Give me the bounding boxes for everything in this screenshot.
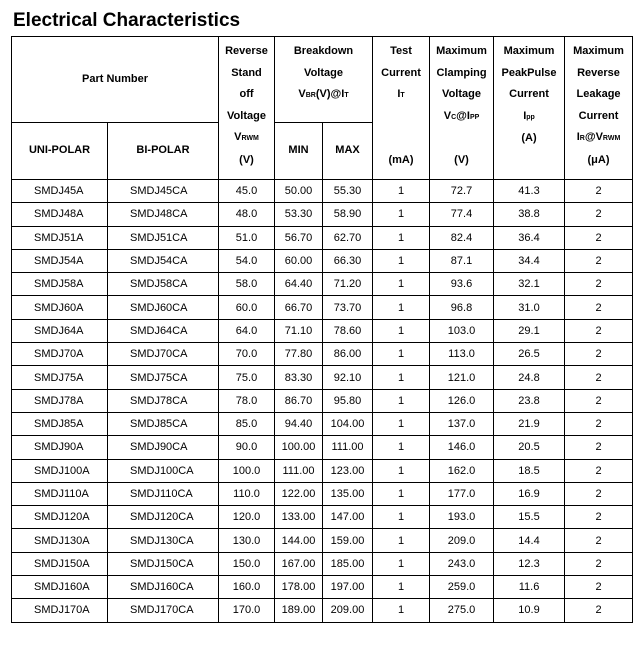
test-current-cell: 1 [373,459,430,482]
page-title: Electrical Characteristics [13,10,241,31]
uni-polar-cell: SMDJ54A [12,249,108,272]
peak-pulse-current-cell: 21.9 [494,412,565,435]
test-current-cell: 1 [373,506,430,529]
table-row [12,343,633,366]
test-current-cell: 1 [373,249,430,272]
clamping-voltage-cell: 243.0 [430,552,494,575]
leakage-current-cell: 2 [565,203,633,226]
electrical-characteristics-table [11,36,633,623]
vrwm-cell: 78.0 [219,389,275,412]
vbr-max-cell: 73.70 [323,296,373,319]
leakage-current-cell: 2 [565,180,633,203]
test-current-cell: 1 [373,482,430,505]
bi-polar-cell: SMDJ78CA [108,389,219,412]
clamping-voltage-cell: 87.1 [430,249,494,272]
leakage-current-cell: 2 [565,412,633,435]
peak-pulse-current-cell: 29.1 [494,319,565,342]
clamping-voltage-cell: 113.0 [430,343,494,366]
vbr-min-cell: 94.40 [275,412,323,435]
clamping-voltage-cell: 137.0 [430,412,494,435]
leakage-current-cell: 2 [565,296,633,319]
test-current-cell: 1 [373,319,430,342]
bi-polar-cell: SMDJ130CA [108,529,219,552]
vbr-max-cell: 66.30 [323,249,373,272]
uni-polar-cell: SMDJ120A [12,506,108,529]
bi-polar-cell: SMDJ45CA [108,180,219,203]
vrwm-header: Reverse Stand off Voltage VRWM (V) [219,37,275,180]
test-current-cell: 1 [373,296,430,319]
bi-polar-header: BI-POLAR [108,123,219,180]
vbr-min-cell: 144.00 [275,529,323,552]
vbr-min-cell: 122.00 [275,482,323,505]
test-current-cell: 1 [373,389,430,412]
peak-pulse-current-cell: 10.9 [494,599,565,622]
vbr-min-cell: 53.30 [275,203,323,226]
vrwm-cell: 51.0 [219,226,275,249]
leakage-current-cell: 2 [565,366,633,389]
test-current-cell: 1 [373,552,430,575]
peak-pulse-current-cell: 16.9 [494,482,565,505]
table-row [12,482,633,505]
clamping-voltage-cell: 209.0 [430,529,494,552]
vbr-max-cell: 92.10 [323,366,373,389]
uni-polar-cell: SMDJ85A [12,412,108,435]
uni-polar-cell: SMDJ70A [12,343,108,366]
vbr-min-cell: 86.70 [275,389,323,412]
vbr-min-cell: 64.40 [275,273,323,296]
clamping-voltage-cell: 146.0 [430,436,494,459]
vrwm-cell: 75.0 [219,366,275,389]
leakage-current-cell: 2 [565,599,633,622]
clamping-voltage-cell: 96.8 [430,296,494,319]
peak-pulse-current-cell: 24.8 [494,366,565,389]
vbr-max-cell: 71.20 [323,273,373,296]
min-header: MIN [275,123,323,180]
table-row [12,599,633,622]
test-current-cell: 1 [373,366,430,389]
vbr-min-cell: 178.00 [275,576,323,599]
leakage-current-cell: 2 [565,319,633,342]
vbr-min-cell: 111.00 [275,459,323,482]
leakage-current-cell: 2 [565,529,633,552]
vbr-min-cell: 71.10 [275,319,323,342]
table-row [12,319,633,342]
uni-polar-cell: SMDJ170A [12,599,108,622]
vbr-max-cell: 111.00 [323,436,373,459]
vbr-max-cell: 62.70 [323,226,373,249]
peak-pulse-current-cell: 32.1 [494,273,565,296]
clamping-voltage-cell: 72.7 [430,180,494,203]
vrwm-cell: 130.0 [219,529,275,552]
peak-pulse-current-cell: 12.3 [494,552,565,575]
vbr-min-cell: 167.00 [275,552,323,575]
leakage-current-cell: 2 [565,459,633,482]
vbr-max-cell: 123.00 [323,459,373,482]
uni-polar-cell: SMDJ75A [12,366,108,389]
clamping-voltage-cell: 82.4 [430,226,494,249]
vrwm-cell: 170.0 [219,599,275,622]
vbr-min-cell: 50.00 [275,180,323,203]
peak-pulse-current-cell: 26.5 [494,343,565,366]
bi-polar-cell: SMDJ75CA [108,366,219,389]
bi-polar-cell: SMDJ160CA [108,576,219,599]
vbr-min-cell: 189.00 [275,599,323,622]
bi-polar-cell: SMDJ120CA [108,506,219,529]
vbr-max-cell: 58.90 [323,203,373,226]
peak-pulse-current-cell: 15.5 [494,506,565,529]
clamping-voltage-cell: 275.0 [430,599,494,622]
table-row [12,529,633,552]
vbr-min-cell: 66.70 [275,296,323,319]
bi-polar-cell: SMDJ48CA [108,203,219,226]
vrwm-cell: 54.0 [219,249,275,272]
part-number-header: Part Number [12,37,219,123]
vrwm-cell: 45.0 [219,180,275,203]
clamping-voltage-header: Maximum Clamping Voltage VC@IPP (V) [430,37,494,180]
vbr-min-cell: 60.00 [275,249,323,272]
vrwm-cell: 160.0 [219,576,275,599]
vrwm-cell: 58.0 [219,273,275,296]
vbr-max-cell: 209.00 [323,599,373,622]
test-current-cell: 1 [373,226,430,249]
vrwm-cell: 85.0 [219,412,275,435]
vrwm-cell: 100.0 [219,459,275,482]
vbr-max-cell: 147.00 [323,506,373,529]
table-row [12,366,633,389]
leakage-current-cell: 2 [565,436,633,459]
leakage-current-cell: 2 [565,506,633,529]
test-current-cell: 1 [373,343,430,366]
peak-pulse-current-cell: 18.5 [494,459,565,482]
table-row [12,203,633,226]
uni-polar-cell: SMDJ48A [12,203,108,226]
uni-polar-cell: SMDJ60A [12,296,108,319]
vbr-min-cell: 133.00 [275,506,323,529]
table-row [12,249,633,272]
table-row [12,552,633,575]
clamping-voltage-cell: 193.0 [430,506,494,529]
vbr-min-cell: 83.30 [275,366,323,389]
table-row [12,273,633,296]
test-current-cell: 1 [373,203,430,226]
leakage-current-cell: 2 [565,249,633,272]
breakdown-voltage-header: Breakdown Voltage VBR(V)@IT [275,37,373,123]
uni-polar-cell: SMDJ100A [12,459,108,482]
bi-polar-cell: SMDJ60CA [108,296,219,319]
peak-pulse-current-cell: 14.4 [494,529,565,552]
uni-polar-cell: SMDJ64A [12,319,108,342]
test-current-cell: 1 [373,436,430,459]
bi-polar-cell: SMDJ85CA [108,412,219,435]
uni-polar-cell: SMDJ58A [12,273,108,296]
bi-polar-cell: SMDJ90CA [108,436,219,459]
vbr-max-cell: 86.00 [323,343,373,366]
vrwm-cell: 90.0 [219,436,275,459]
uni-polar-cell: SMDJ110A [12,482,108,505]
bi-polar-cell: SMDJ100CA [108,459,219,482]
vbr-max-cell: 135.00 [323,482,373,505]
leakage-current-cell: 2 [565,576,633,599]
vbr-max-cell: 197.00 [323,576,373,599]
clamping-voltage-cell: 162.0 [430,459,494,482]
leakage-current-cell: 2 [565,226,633,249]
clamping-voltage-cell: 93.6 [430,273,494,296]
test-current-cell: 1 [373,180,430,203]
peak-pulse-current-cell: 23.8 [494,389,565,412]
peak-pulse-current-cell: 11.6 [494,576,565,599]
clamping-voltage-cell: 121.0 [430,366,494,389]
peak-pulse-current-cell: 36.4 [494,226,565,249]
bi-polar-cell: SMDJ54CA [108,249,219,272]
bi-polar-cell: SMDJ70CA [108,343,219,366]
test-current-cell: 1 [373,576,430,599]
vbr-min-cell: 100.00 [275,436,323,459]
uni-polar-cell: SMDJ78A [12,389,108,412]
uni-polar-cell: SMDJ150A [12,552,108,575]
table-row [12,389,633,412]
bi-polar-cell: SMDJ110CA [108,482,219,505]
table-row [12,296,633,319]
vrwm-cell: 110.0 [219,482,275,505]
vrwm-cell: 64.0 [219,319,275,342]
vbr-max-cell: 104.00 [323,412,373,435]
test-current-cell: 1 [373,273,430,296]
uni-polar-cell: SMDJ130A [12,529,108,552]
leakage-current-cell: 2 [565,552,633,575]
clamping-voltage-cell: 259.0 [430,576,494,599]
uni-polar-cell: SMDJ90A [12,436,108,459]
vbr-max-cell: 55.30 [323,180,373,203]
vbr-min-cell: 77.80 [275,343,323,366]
clamping-voltage-cell: 177.0 [430,482,494,505]
peak-pulse-current-header: Maximum PeakPulse Current Ipp (A) [494,37,565,180]
table-row [12,412,633,435]
vrwm-cell: 120.0 [219,506,275,529]
vbr-max-cell: 95.80 [323,389,373,412]
test-current-cell: 1 [373,529,430,552]
uni-polar-header: UNI-POLAR [12,123,108,180]
table-row [12,436,633,459]
leakage-current-cell: 2 [565,389,633,412]
clamping-voltage-cell: 103.0 [430,319,494,342]
vrwm-cell: 60.0 [219,296,275,319]
vbr-max-cell: 185.00 [323,552,373,575]
vbr-max-cell: 78.60 [323,319,373,342]
peak-pulse-current-cell: 38.8 [494,203,565,226]
vrwm-cell: 70.0 [219,343,275,366]
bi-polar-cell: SMDJ64CA [108,319,219,342]
clamping-voltage-cell: 126.0 [430,389,494,412]
peak-pulse-current-cell: 20.5 [494,436,565,459]
test-current-header: Test Current IT (mA) [373,37,430,180]
peak-pulse-current-cell: 31.0 [494,296,565,319]
vbr-min-cell: 56.70 [275,226,323,249]
bi-polar-cell: SMDJ170CA [108,599,219,622]
test-current-cell: 1 [373,599,430,622]
vrwm-cell: 48.0 [219,203,275,226]
leakage-current-cell: 2 [565,273,633,296]
vbr-max-cell: 159.00 [323,529,373,552]
peak-pulse-current-cell: 34.4 [494,249,565,272]
reverse-leakage-header: Maximum Reverse Leakage Current IR@VRWM (μA) [565,37,633,180]
table-body [12,180,633,623]
table-row [12,459,633,482]
bi-polar-cell: SMDJ150CA [108,552,219,575]
table-row [12,576,633,599]
table-row [12,226,633,249]
table-row [12,180,633,203]
leakage-current-cell: 2 [565,343,633,366]
bi-polar-cell: SMDJ58CA [108,273,219,296]
bi-polar-cell: SMDJ51CA [108,226,219,249]
uni-polar-cell: SMDJ51A [12,226,108,249]
test-current-cell: 1 [373,412,430,435]
table-row [12,506,633,529]
vrwm-cell: 150.0 [219,552,275,575]
clamping-voltage-cell: 77.4 [430,203,494,226]
peak-pulse-current-cell: 41.3 [494,180,565,203]
uni-polar-cell: SMDJ45A [12,180,108,203]
uni-polar-cell: SMDJ160A [12,576,108,599]
max-header: MAX [323,123,373,180]
leakage-current-cell: 2 [565,482,633,505]
